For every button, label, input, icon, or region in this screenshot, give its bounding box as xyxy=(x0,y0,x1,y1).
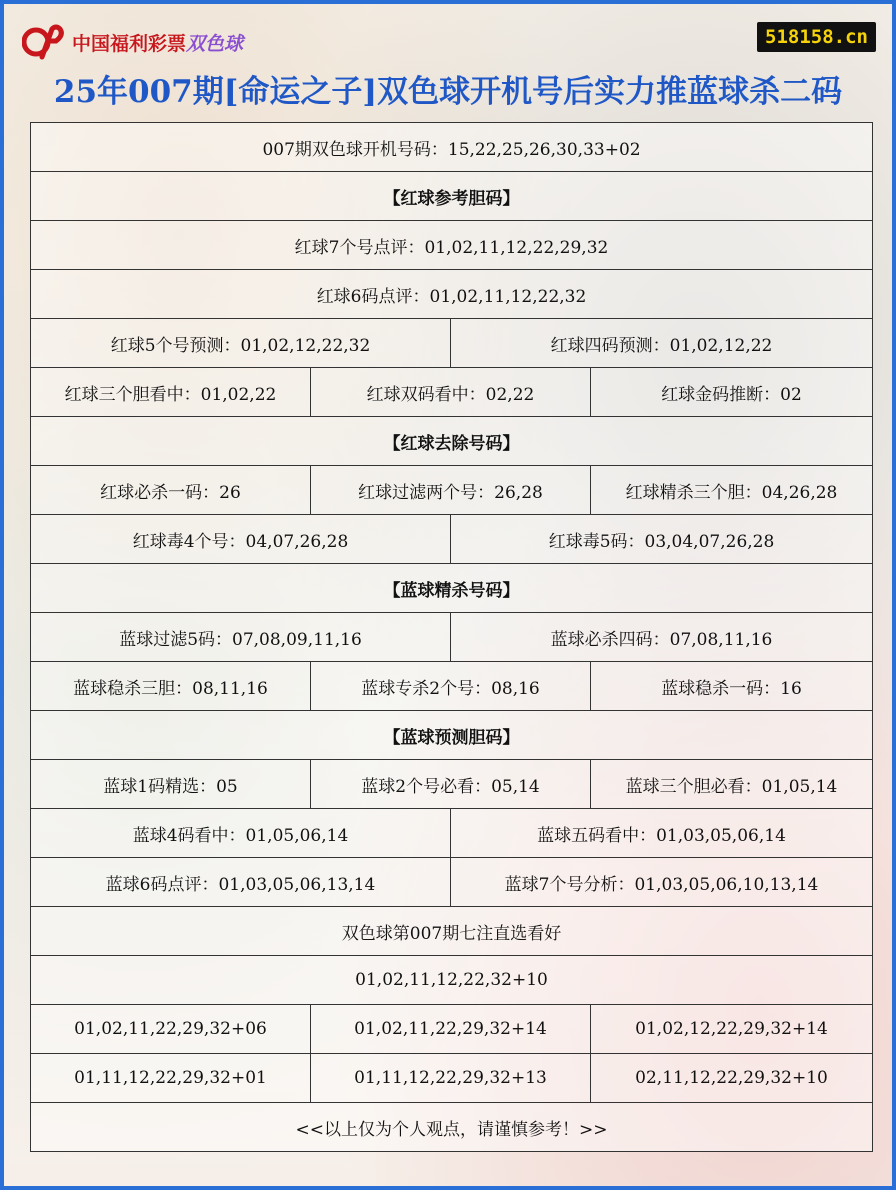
disclaimer: <<以上仅为个人观点，请谨慎参考！>> xyxy=(31,1103,873,1152)
cell: 红球三个胆看中：01,02,22 xyxy=(31,368,311,417)
cell: 蓝球必杀四码：07,08,11,16 xyxy=(451,613,873,662)
cell: 蓝球4码看中：01,05,06,14 xyxy=(31,809,451,858)
cell: 红球7个号点评：01,02,11,12,22,29,32 xyxy=(31,221,873,270)
cell: 红球6码点评：01,02,11,12,22,32 xyxy=(31,270,873,319)
section-picks: 双色球第007期七注直选看好 xyxy=(31,907,873,956)
lottery-logo-icon xyxy=(22,23,66,61)
logo xyxy=(22,22,243,62)
cell: 蓝球专杀2个号：08,16 xyxy=(311,662,591,711)
pick-cell: 01,02,11,22,29,32+14 xyxy=(311,1005,591,1054)
cell: 蓝球稳杀三胆：08,11,16 xyxy=(31,662,311,711)
cell: 红球毒5码：03,04,07,26,28 xyxy=(451,515,873,564)
cell: 蓝球6码点评：01,03,05,06,13,14 xyxy=(31,858,451,907)
cell: 红球双码看中：02,22 xyxy=(311,368,591,417)
prediction-table xyxy=(30,122,873,1152)
cell: 蓝球7个号分析：01,03,05,06,10,13,14 xyxy=(451,858,873,907)
draw-result: 007期双色球开机号码：15,22,25,26,30,33+02 xyxy=(31,123,873,172)
logo-text: 中国福利彩票双色球 xyxy=(72,32,244,55)
page-title: 25年007期[命运之子]双色球开机号后实力推蓝球杀二码 xyxy=(53,74,843,110)
pick-cell: 01,11,12,22,29,32+13 xyxy=(311,1054,591,1103)
cell: 蓝球三个胆必看：01,05,14 xyxy=(591,760,873,809)
pick-cell: 01,02,11,22,29,32+06 xyxy=(31,1005,311,1054)
cell: 红球精杀三个胆：04,26,28 xyxy=(591,466,873,515)
cell: 红球5个号预测：01,02,12,22,32 xyxy=(31,319,451,368)
section-red-ref: 【红球参考胆码】 xyxy=(31,172,873,221)
pick-cell: 02,11,12,22,29,32+10 xyxy=(591,1054,873,1103)
site-badge: 518158.cn xyxy=(757,22,876,52)
cell: 红球金码推断：02 xyxy=(591,368,873,417)
section-blue-predict: 【蓝球预测胆码】 xyxy=(31,711,873,760)
pick-cell: 01,02,12,22,29,32+14 xyxy=(591,1005,873,1054)
cell: 蓝球五码看中：01,03,05,06,14 xyxy=(451,809,873,858)
cell: 蓝球1码精选：05 xyxy=(31,760,311,809)
cell: 红球过滤两个号：26,28 xyxy=(311,466,591,515)
section-blue-kill: 【蓝球精杀号码】 xyxy=(31,564,873,613)
cell: 红球毒4个号：04,07,26,28 xyxy=(31,515,451,564)
pick-cell: 01,11,12,22,29,32+01 xyxy=(31,1054,311,1103)
cell: 蓝球2个号必看：05,14 xyxy=(311,760,591,809)
pick-cell: 01,02,11,12,22,32+10 xyxy=(31,956,873,1005)
section-red-exclude: 【红球去除号码】 xyxy=(31,417,873,466)
cell: 蓝球过滤5码：07,08,09,11,16 xyxy=(31,613,451,662)
cell: 红球四码预测：01,02,12,22 xyxy=(451,319,873,368)
cell: 蓝球稳杀一码：16 xyxy=(591,662,873,711)
cell: 红球必杀一码：26 xyxy=(31,466,311,515)
